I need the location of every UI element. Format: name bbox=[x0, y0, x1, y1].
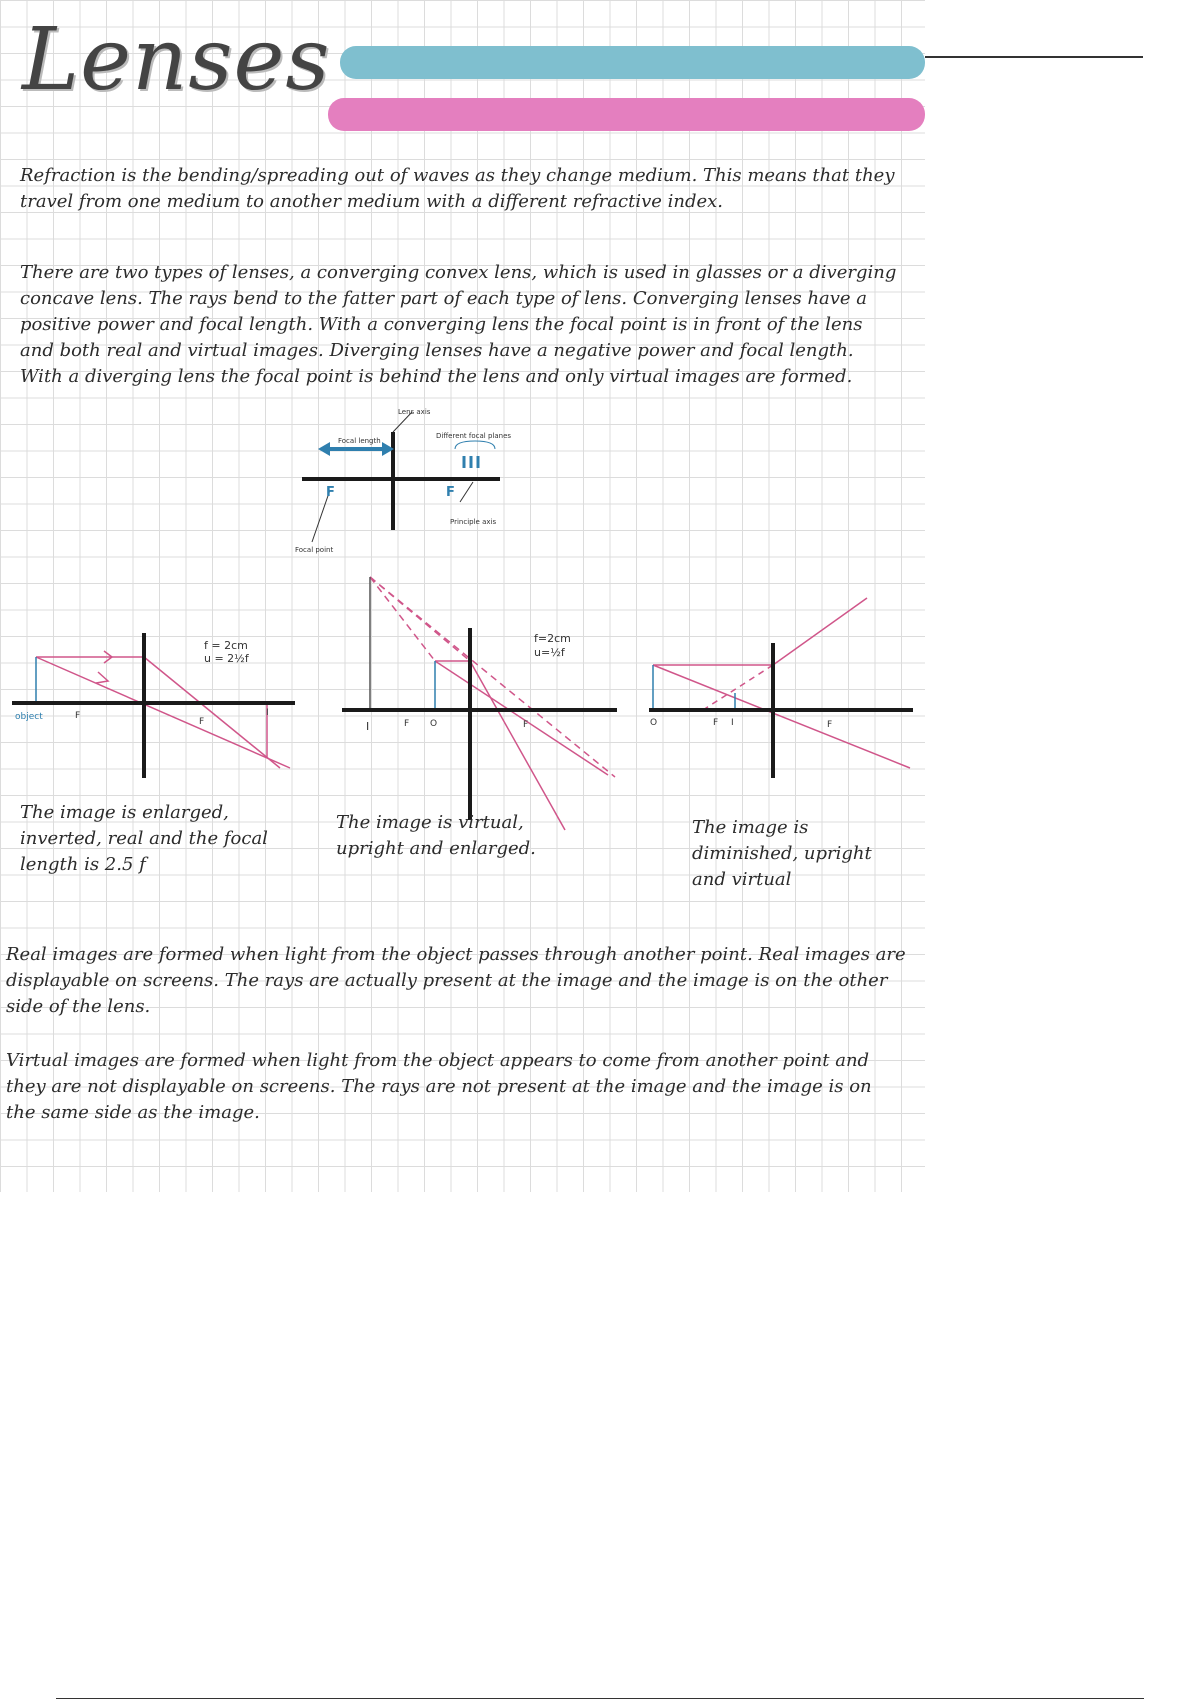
focal-length-note: f = 2cm bbox=[204, 639, 248, 652]
object-distance-note: u=½f bbox=[534, 646, 565, 659]
decorative-band-blue bbox=[340, 46, 925, 79]
footer-rule bbox=[56, 1698, 1144, 1699]
caption-diverging-lens: The image is diminished, upright and virtual bbox=[692, 817, 872, 890]
caption-virtual-image: The image is virtual, upright and enlarged. bbox=[336, 812, 536, 859]
virtual-images-paragraph: Virtual images are formed when light from the object appears to come from another point and they are not displayable on screens. The rays are not present at the image and the image is on the same side as the image. bbox=[6, 1050, 872, 1123]
focal-point-label-2: F bbox=[199, 717, 205, 727]
focal-point-label-1: F bbox=[404, 719, 410, 729]
ray-diagram-diverging-lens bbox=[645, 595, 915, 785]
refraction-paragraph: Refraction is the bending/spreading out of waves as they change medium. This means that they travel from one medium to another medium with a different refractive index. bbox=[20, 165, 895, 212]
image-label: I bbox=[266, 708, 269, 718]
decorative-band-pink bbox=[328, 98, 925, 131]
object-label: O bbox=[650, 718, 658, 728]
focal-point-label: Focal point bbox=[295, 546, 334, 554]
page-title: Lenses bbox=[22, 10, 331, 110]
real-images-paragraph: Real images are formed when light from the object passes through another point. Real images are displayable on screens. The rays are actually present at the image and the image is on the other side of the lens. bbox=[6, 944, 906, 1017]
image-label: I bbox=[366, 720, 370, 733]
object-label: O bbox=[430, 719, 438, 729]
header-rule bbox=[925, 56, 1143, 58]
object-distance-note: u = 2½f bbox=[204, 652, 249, 665]
focal-point-label-1: F bbox=[713, 718, 719, 728]
lens-terminology-diagram bbox=[290, 402, 530, 562]
focal-point-left: F bbox=[326, 485, 335, 500]
lens-axis-label: Lens axis bbox=[398, 408, 431, 416]
focal-point-label-2: F bbox=[827, 720, 833, 730]
focal-length-note: f=2cm bbox=[534, 632, 571, 645]
focal-point-label-2: F bbox=[523, 720, 529, 730]
lens-types-paragraph: There are two types of lenses, a converging convex lens, which is used in glasses or a diverging concave lens. The rays bend to the fatter part of each type of lens. Converging lenses have a positive power and focal length. With a converging lens the focal point is in front of the lens and both real and virtual images. Diverging lenses have a negative power and focal length. With a diverging lens the focal point is behind the lens and only virtual images are formed. bbox=[20, 262, 897, 387]
caption-real-image: The image is enlarged, inverted, real and the focal length is 2.5 f bbox=[20, 802, 268, 875]
ray-diagram-virtual-image bbox=[340, 560, 620, 830]
focal-planes-label: Different focal planes bbox=[436, 432, 512, 440]
focal-point-label-1: F bbox=[75, 711, 81, 721]
focal-point-right: F bbox=[446, 485, 455, 500]
ray-diagram-real-image bbox=[12, 625, 297, 785]
image-label: I bbox=[731, 718, 734, 728]
focal-length-label: Focal length bbox=[338, 437, 381, 445]
principle-axis-label: Principle axis bbox=[450, 518, 497, 526]
object-label: object bbox=[15, 712, 43, 722]
